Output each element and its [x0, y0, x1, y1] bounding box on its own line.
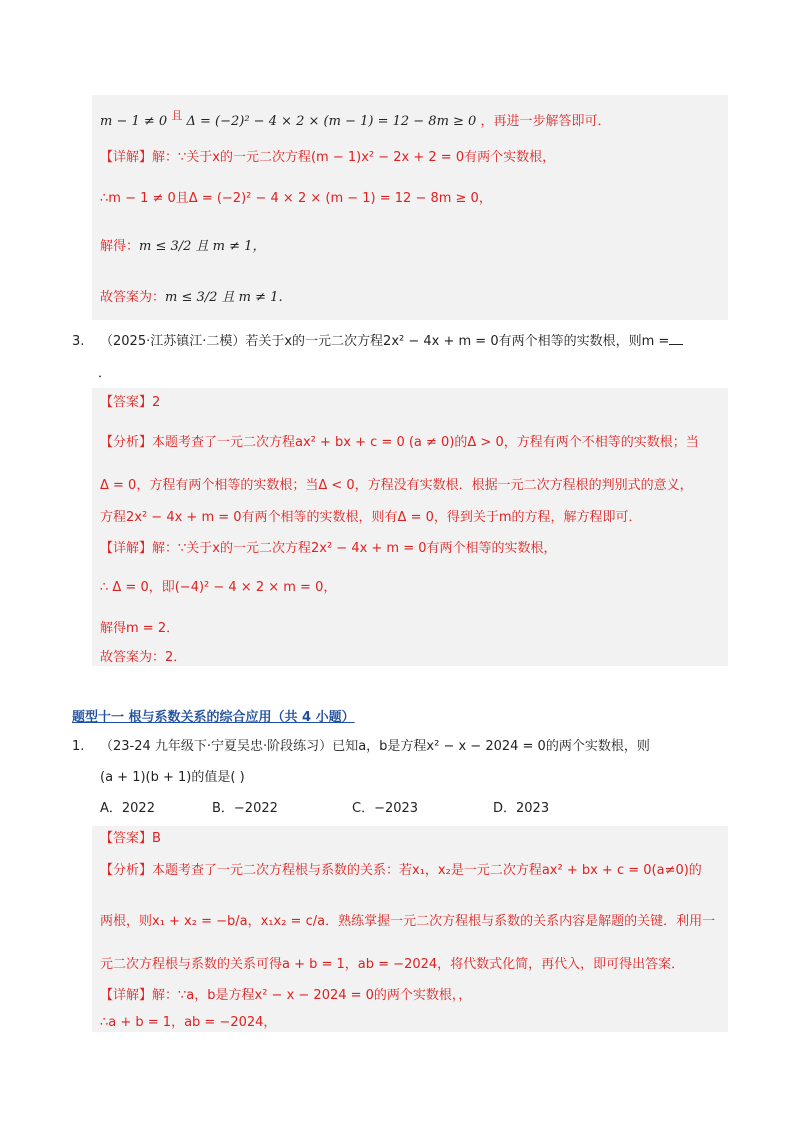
block2-detail-4: 故答案为：2． — [100, 650, 187, 665]
and-word: 且 — [171, 109, 183, 122]
block2-detail-3: 解得m = 2． — [100, 621, 180, 636]
solve-label: 解得： — [100, 239, 140, 254]
analysis-tag: 【分析】 — [100, 435, 153, 450]
question-1-stem-2: (a + 1)(b + 1)的值是( ) — [100, 770, 245, 785]
block1-line2 — [100, 148, 555, 168]
condition-expr: m − 1 ≠ 0 — [100, 114, 168, 129]
question-source: （23-24 九年级下·宁夏吴忠·阶段练习） — [100, 739, 333, 754]
question-stem: 已知a，b是方程x² − x − 2024 = 0的两个实数根，则 — [332, 739, 650, 754]
detail-tag: 【详解】解： — [100, 541, 179, 556]
option-c[interactable]: C．−2023 — [352, 801, 419, 816]
block3-detail-2: ∴a + b = 1，ab = −2024， — [100, 1015, 277, 1030]
question-source: （2025·江苏镇江·二模） — [100, 334, 246, 349]
option-a[interactable]: A．2022 — [100, 801, 155, 816]
block3-detail-1 — [100, 986, 471, 1006]
block1-line3 — [100, 189, 492, 209]
block2-analysis-3: 方程2x² − 4x + m = 0有两个相等的实数根，则有Δ = 0，得到关于m的方程，解方程即可． — [100, 510, 642, 525]
answer-blank[interactable] — [669, 344, 683, 345]
block1-line4 — [100, 237, 265, 257]
block3-analysis-3: 元二次方程根与系数的关系可得a + b = 1，ab = −2024，将代数式化简，再代入，即可得出答案． — [100, 957, 685, 972]
block1-detail-text: ∵关于x的一元二次方程(m − 1)x² − 2x + 2 = 0有两个实数根， — [178, 150, 556, 165]
question-number: 1. — [72, 739, 85, 754]
detail-text-1: ∵a，b是方程x² − x − 2024 = 0的两个实数根，， — [178, 988, 472, 1003]
answer-label: 故答案为： — [100, 290, 166, 305]
option-d[interactable]: D．2023 — [493, 801, 550, 816]
block2-answer: 【答案】2 — [100, 395, 161, 410]
detail-tag: 【详解】解： — [100, 150, 179, 165]
question-number: 3. — [72, 334, 85, 349]
block1-line3-text: ∴m − 1 ≠ 0且Δ = (−2)² − 4 × 2 × (m − 1) = 12 − 8m ≥ 0， — [100, 191, 492, 206]
option-b[interactable]: B．−2022 — [212, 801, 278, 816]
solve-result: m ≤ 3/2 且 m ≠ 1， — [139, 239, 266, 254]
block2-detail-1 — [100, 539, 557, 559]
block1-line5 — [100, 288, 283, 308]
question-stem: 若关于x的一元二次方程2x² − 4x + m = 0有两个相等的实数根，则m = — [245, 334, 670, 349]
answer-result: m ≤ 3/2 且 m ≠ 1. — [165, 290, 283, 305]
block2-detail-2: ∴ Δ = 0，即(−4)² − 4 × 2 × m = 0， — [100, 580, 337, 595]
question-3-period: ． — [98, 366, 112, 381]
discriminant-expr: Δ = (−2)² − 4 × 2 × (m − 1) = 12 − 8m ≥ 0 — [186, 114, 477, 129]
section-title: 题型十一 根与系数关系的综合应用（共 4 小题） — [72, 710, 355, 725]
block1-line1 — [100, 106, 610, 132]
block3-analysis-1 — [100, 861, 702, 881]
question-3 — [100, 332, 683, 352]
block3-analysis-2: 两根，则x₁ + x₂ = −b/a，x₁x₂ = c/a．熟练掌握一元二次方程根与系数的关系内容是解题的关键．利用一 — [100, 914, 716, 929]
block1-line1-suffix: ，再进一步解答即可． — [480, 114, 611, 129]
block3-answer: 【答案】B — [100, 831, 161, 846]
question-1-stem — [100, 737, 650, 757]
block2-analysis-2: Δ = 0，方程有两个相等的实数根；当Δ < 0，方程没有实数根．根据一元二次方程根的判别式的意义， — [100, 478, 693, 493]
block2-analysis-1 — [100, 433, 699, 453]
detail-tag: 【详解】解： — [100, 988, 179, 1003]
analysis-tag: 【分析】 — [100, 863, 153, 878]
analysis-text-1: 本题考查了一元二次方程根与系数的关系：若x₁，x₂是一元二次方程ax² + bx + c = 0(a≠0)的 — [152, 863, 702, 878]
detail-text-1: ∵关于x的一元二次方程2x² − 4x + m = 0有两个相等的实数根， — [178, 541, 557, 556]
analysis-text-1: 本题考查了一元二次方程ax² + bx + c = 0 (a ≠ 0)的Δ > 0，方程有两个不相等的实数根；当 — [152, 435, 699, 450]
